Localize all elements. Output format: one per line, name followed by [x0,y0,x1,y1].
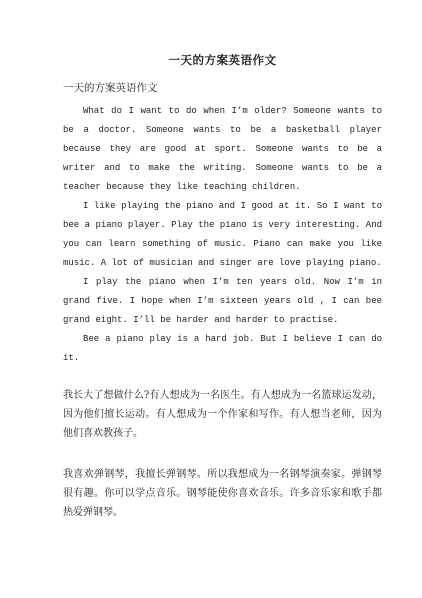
chinese-paragraph-2: 我喜欢弹钢琴，我擅长弹钢琴。所以我想成为一名钢琴演奏家。弹钢琴很有趣。你可以学点音乐。钢琴能使你喜欢音乐。许多音乐家和歌手都热爱弹钢琴。 [63,469,382,518]
english-paragraph-4: Bee a piano play is a hard job. But I believe I can do it. [63,334,382,363]
english-paragraph-2: I like playing the piano and I good at it. So I want to bee a piano player. Play the piano is very interesting. And you can learn something of music. Piano can make you like music. A lot of musician and singer are love playing piano. [63,201,382,268]
english-essay [63,102,382,368]
english-paragraph-1: What do I want to do when I’m older? Someone wants to be a doctor. Someone wants to be a basketball player because they are good at sport. Someone wants to be a writer and to make the writing. Someone wants to be a teacher because they like teaching children. [63,106,382,192]
document-title: 一天的方案英语作文 [168,53,277,67]
chinese-paragraph-1: 我长大了想做什么?有人想成为一名医生。有人想成为一名篮球运发动，因为他们擅长运动。有人想成为一个作家和写作。有人想当老师，因为他们喜欢教孩子。 [63,390,382,439]
english-paragraph-3: I play the piano when I’m ten years old. Now I’m in grand five. I hope when I’m sixteen years old , I can bee grand eight. I’ll be harder and harder to practise. [63,277,382,325]
document-subtitle: 一天的方案英语作文 [63,82,158,94]
